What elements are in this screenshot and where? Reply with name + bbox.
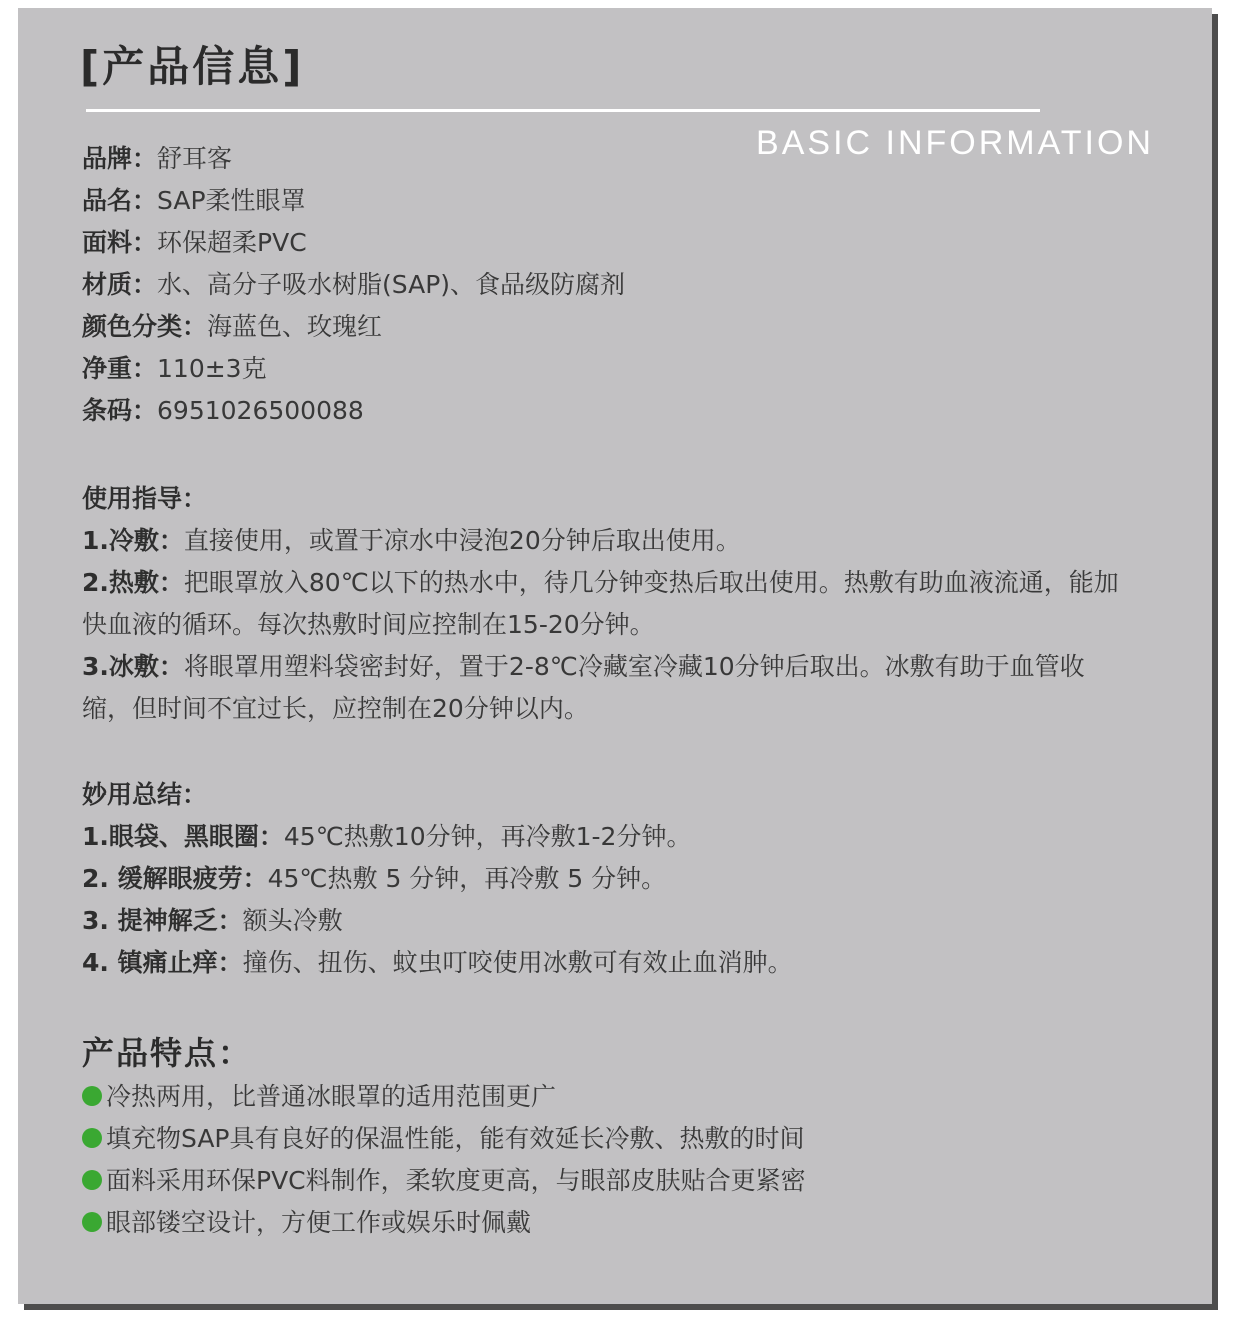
usage-summary [82,774,793,984]
summary-text: 45℃热敷 5 分钟，再冷敷 5 分钟。 [267,864,667,893]
basic-info-list [82,138,625,432]
summary-item [82,942,793,984]
usage-guide [82,478,1122,730]
section-title: [产品信息] [80,42,305,91]
info-value: 环保超柔PVC [157,228,307,257]
usage-item-hot [82,562,1122,646]
summary-item [82,900,793,942]
green-bullet-icon [82,1128,102,1148]
summary-text: 撞伤、扭伤、蚊虫叮咬使用冰敷可有效止血消肿。 [242,948,793,977]
feature-text: 冷热两用，比普通冰眼罩的适用范围更广 [106,1082,557,1111]
usage-item-ice [82,646,1122,730]
info-row-name [82,180,625,222]
info-label: 品牌： [82,144,158,173]
info-row-barcode [82,390,625,432]
feature-text: 眼部镂空设计，方便工作或娱乐时佩戴 [106,1208,532,1237]
info-row-weight [82,348,625,390]
features-heading: 产品特点： [82,1034,253,1072]
summary-item [82,816,793,858]
info-row-fabric [82,222,625,264]
usage-label: 3.冰敷： [82,652,184,681]
summary-item [82,858,793,900]
info-row-material [82,264,625,306]
features-list [82,1076,806,1244]
info-value: 水、高分子吸水树脂(SAP)、食品级防腐剂 [157,270,626,299]
summary-heading: 妙用总结： [82,780,208,809]
summary-label: 1.眼袋、黑眼圈： [82,822,284,851]
info-label: 净重： [82,354,158,383]
info-label: 条码： [82,396,158,425]
usage-text: 将眼罩用塑料袋密封好，置于2-8℃冷藏室冷藏10分钟后取出。冰敷有助于血管收缩，但时间不宜过长，应控制在20分钟以内。 [82,652,1085,723]
usage-text: 把眼罩放入80℃以下的热水中，待几分钟变热后取出使用。热敷有助血液流通，能加快血液的循环。每次热敷时间应控制在15-20分钟。 [82,568,1119,639]
feature-item [82,1202,806,1244]
usage-label: 1.冷敷： [82,526,184,555]
summary-label: 4. 镇痛止痒： [82,948,243,977]
info-row-color [82,306,625,348]
feature-text: 填充物SAP具有良好的保温性能，能有效延长冷敷、热敷的时间 [106,1124,805,1153]
feature-item [82,1118,806,1160]
usage-heading: 使用指导： [82,484,208,513]
info-label: 颜色分类： [82,312,208,341]
summary-label: 3. 提神解乏： [82,906,243,935]
feature-text: 面料采用环保PVC料制作，柔软度更高，与眼部皮肤贴合更紧密 [106,1166,806,1195]
usage-text: 直接使用，或置于凉水中浸泡20分钟后取出使用。 [183,526,741,555]
title-divider [86,109,1040,112]
green-bullet-icon [82,1086,102,1106]
info-label: 材质： [82,270,158,299]
info-value: 110±3克 [157,354,267,383]
green-bullet-icon [82,1212,102,1232]
info-label: 面料： [82,228,158,257]
feature-item [82,1076,806,1118]
summary-label: 2. 缓解眼疲劳： [82,864,268,893]
section-subtitle: BASIC INFORMATION [756,124,1154,162]
usage-label: 2.热敷： [82,568,184,597]
usage-item-cold [82,520,1122,562]
info-row-brand [82,138,625,180]
info-value: 舒耳客 [157,144,233,173]
info-value: 6951026500088 [157,396,364,425]
info-value: 海蓝色、玫瑰红 [207,312,383,341]
feature-item [82,1160,806,1202]
summary-text: 额头冷敷 [242,906,343,935]
info-value: SAP柔性眼罩 [157,186,306,215]
green-bullet-icon [82,1170,102,1190]
info-label: 品名： [82,186,158,215]
summary-text: 45℃热敷10分钟，再冷敷1-2分钟。 [283,822,692,851]
